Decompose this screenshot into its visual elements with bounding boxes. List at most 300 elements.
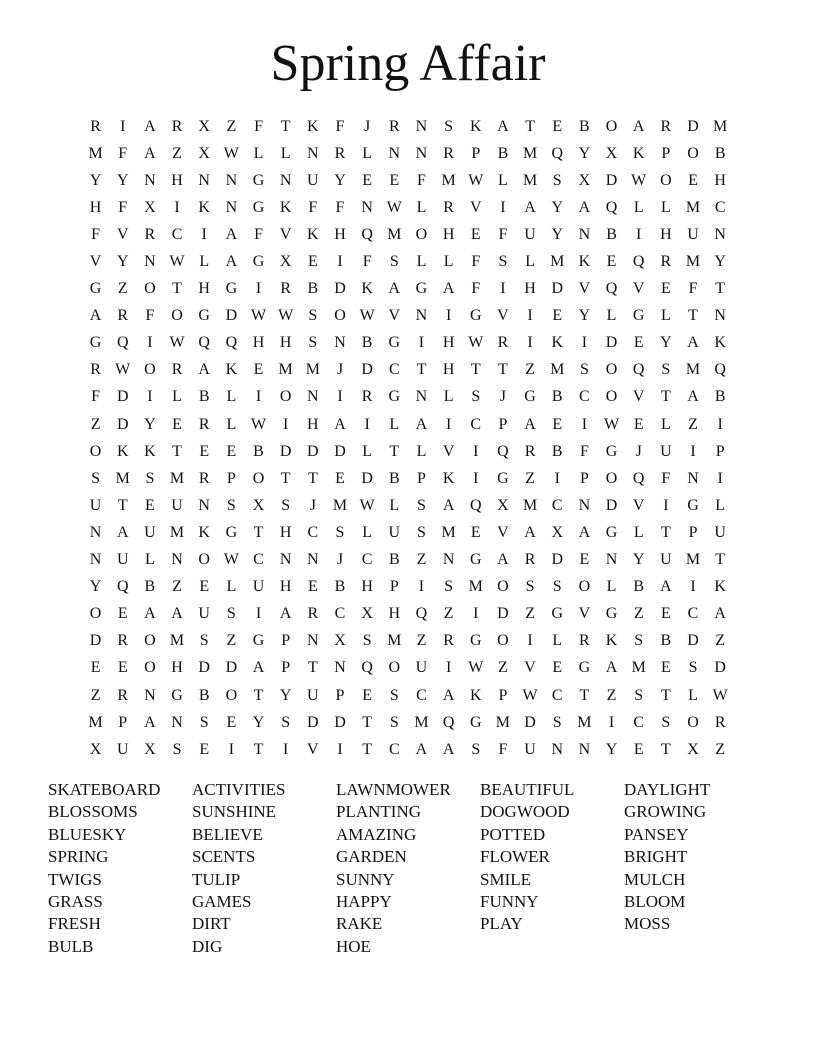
grid-letter: L [226, 415, 237, 433]
grid-letter: K [551, 334, 564, 352]
grid-letter: P [118, 713, 128, 731]
grid-letter: P [579, 469, 589, 487]
grid-letter: G [605, 442, 618, 460]
grid-letter: N [144, 253, 156, 271]
grid-letter: N [171, 551, 183, 569]
grid-letter: R [90, 361, 101, 379]
grid-letter: L [199, 253, 210, 271]
grid-letter: B [253, 442, 264, 460]
grid-letter: D [116, 415, 129, 433]
word-list [48, 779, 768, 958]
grid-letter: H [198, 280, 210, 298]
word-list-item: GROWING [624, 802, 707, 822]
grid-letter: S [226, 605, 236, 623]
grid-letter: P [281, 659, 291, 677]
word-list-item: MULCH [624, 869, 686, 889]
grid-letter: Q [605, 198, 618, 216]
grid-letter: E [660, 280, 671, 298]
grid-letter: Z [90, 686, 101, 704]
grid-letter: L [688, 686, 698, 704]
grid-letter: G [632, 307, 645, 325]
grid-letter: A [524, 415, 536, 433]
grid-letter: E [552, 117, 563, 135]
grid-letter: Q [116, 578, 129, 596]
letter-grid [82, 113, 734, 763]
grid-letter: L [172, 388, 182, 406]
grid-letter: S [389, 686, 399, 704]
grid-letter: F [91, 225, 101, 243]
grid-letter: A [144, 605, 156, 623]
grid-letter: K [714, 334, 726, 352]
grid-letter: Q [225, 334, 238, 352]
word-list-item: LAWNMOWER [336, 780, 451, 799]
grid-letter: H [279, 578, 292, 596]
grid-letter: I [690, 442, 696, 460]
grid-letter: S [226, 496, 236, 514]
grid-letter: Z [633, 605, 644, 623]
grid-letter: N [279, 171, 292, 189]
grid-letter: E [362, 686, 373, 704]
word-list-item: BULB [48, 936, 94, 956]
grid-letter: G [252, 253, 265, 271]
grid-letter: V [632, 496, 645, 514]
grid-letter: D [116, 388, 129, 406]
grid-letter: M [88, 713, 103, 731]
grid-letter: H [442, 361, 455, 379]
grid-letter: M [631, 659, 646, 677]
grid-letter: R [117, 632, 129, 650]
grid-letter: Z [117, 280, 128, 298]
grid-letter: O [578, 578, 591, 596]
grid-letter: N [605, 551, 618, 569]
grid-letter: K [361, 280, 373, 298]
grid-letter: R [361, 388, 373, 406]
grid-letter: H [660, 225, 672, 243]
grid-letter: I [120, 117, 126, 135]
grid-letter: F [688, 280, 698, 298]
grid-letter: S [281, 713, 291, 731]
grid-letter: Q [116, 334, 129, 352]
grid-letter: A [198, 361, 210, 379]
grid-letter: C [334, 605, 346, 623]
grid-letter: F [498, 225, 508, 243]
grid-row [82, 113, 734, 140]
grid-row [82, 547, 734, 574]
grid-letter: Y [144, 415, 156, 433]
grid-letter: A [415, 415, 428, 433]
grid-row [82, 655, 734, 682]
grid-letter: R [579, 632, 590, 650]
grid-letter: G [687, 496, 699, 514]
grid-letter: N [225, 171, 238, 189]
grid-letter: R [90, 117, 101, 135]
grid-letter: F [362, 253, 372, 271]
grid-letter: M [522, 144, 538, 162]
grid-letter: G [469, 551, 482, 569]
grid-letter: L [389, 415, 400, 433]
grid-letter: A [687, 334, 699, 352]
grid-letter: T [389, 442, 400, 460]
grid-letter: Y [252, 713, 265, 731]
grid-letter: D [605, 334, 618, 352]
grid-letter: L [715, 496, 726, 514]
grid-letter: E [579, 551, 590, 569]
grid-letter: S [335, 523, 345, 541]
grid-letter: O [605, 117, 618, 135]
grid-letter: T [362, 740, 373, 758]
grid-letter: T [280, 117, 291, 135]
grid-letter: X [551, 523, 564, 541]
grid-letter: L [633, 523, 644, 541]
word-list-item: AMAZING [336, 824, 417, 844]
grid-letter: T [362, 713, 373, 731]
grid-letter: X [144, 740, 156, 758]
grid-letter: A [632, 117, 645, 135]
grid-letter: G [605, 605, 618, 623]
grid-letter: I [717, 469, 723, 487]
grid-letter: K [469, 117, 482, 135]
grid-letter: O [497, 578, 509, 596]
word-list-item: SUNSHINE [192, 802, 277, 822]
grid-letter: M [169, 469, 185, 487]
grid-letter: A [578, 523, 591, 541]
grid-letter: O [334, 307, 346, 325]
word-list-item: BLOSSOMS [48, 802, 138, 822]
grid-letter: L [280, 144, 291, 162]
grid-letter: T [307, 469, 318, 487]
grid-letter: N [307, 551, 319, 569]
grid-letter: I [147, 388, 153, 406]
grid-letter: E [660, 659, 671, 677]
grid-letter: Y [578, 307, 591, 325]
grid-letter: I [337, 740, 343, 758]
grid-letter: L [253, 144, 264, 162]
grid-letter: I [527, 334, 533, 352]
grid-letter: W [223, 144, 239, 162]
grid-letter: Y [578, 144, 591, 162]
grid-letter: G [415, 280, 428, 298]
grid-letter: B [714, 388, 726, 406]
grid-letter: O [605, 469, 618, 487]
grid-letter: N [442, 551, 455, 569]
grid-letter: S [444, 578, 454, 596]
grid-letter: D [279, 442, 292, 460]
word-list-item: HAPPY [336, 891, 392, 911]
grid-letter: Q [442, 713, 455, 731]
grid-letter: L [226, 578, 237, 596]
grid-letter: F [471, 280, 481, 298]
grid-letter: K [116, 442, 129, 460]
grid-letter: R [198, 415, 210, 433]
grid-letter: Y [632, 551, 645, 569]
grid-letter: E [688, 171, 698, 189]
grid-row [82, 248, 734, 275]
word-list-item: HOE [336, 936, 371, 956]
word-list-item: FUNNY [480, 891, 539, 911]
grid-letter: R [280, 280, 291, 298]
grid-letter: O [687, 713, 699, 731]
grid-letter: R [117, 307, 129, 325]
grid-letter: N [334, 659, 346, 677]
grid-letter: S [552, 713, 562, 731]
grid-letter: L [660, 307, 671, 325]
grid-letter: E [199, 740, 210, 758]
grid-letter: Y [660, 334, 672, 352]
grid-letter: R [171, 361, 183, 379]
grid-letter: X [198, 144, 210, 162]
grid-letter: I [473, 469, 479, 487]
grid-row [82, 574, 734, 601]
grid-letter: O [144, 659, 156, 677]
grid-letter: Q [551, 144, 564, 162]
grid-letter: T [416, 361, 427, 379]
grid-letter: C [253, 551, 264, 569]
word-column [336, 779, 480, 958]
grid-letter: X [252, 496, 265, 514]
grid-letter: U [252, 578, 265, 596]
word-list-item: GAMES [192, 891, 252, 911]
grid-letter: S [634, 686, 644, 704]
grid-letter: S [417, 523, 426, 541]
grid-letter: O [388, 659, 401, 677]
grid-letter: I [418, 578, 425, 596]
grid-letter: H [334, 225, 346, 243]
grid-letter: N [307, 388, 319, 406]
word-list-item: TULIP [192, 869, 241, 889]
grid-row [82, 384, 734, 411]
grid-letter: P [688, 523, 698, 541]
grid-letter: I [283, 415, 289, 433]
grid-row [82, 303, 734, 330]
word-column [192, 779, 336, 958]
grid-row [82, 194, 734, 221]
grid-letter: A [524, 523, 536, 541]
grid-letter: R [307, 605, 319, 623]
grid-letter: Y [334, 171, 346, 189]
grid-letter: H [524, 280, 536, 298]
grid-letter: X [198, 117, 210, 135]
grid-letter: S [661, 713, 671, 731]
grid-letter: W [468, 334, 484, 352]
grid-letter: S [688, 659, 698, 677]
grid-letter: U [307, 171, 319, 189]
grid-letter: T [660, 388, 671, 406]
grid-letter: H [388, 605, 401, 623]
grid-letter: S [471, 388, 481, 406]
grid-letter: V [279, 225, 292, 243]
grid-letter: W [603, 415, 620, 433]
grid-letter: P [417, 469, 426, 487]
grid-letter: O [89, 605, 102, 623]
grid-letter: D [687, 117, 699, 135]
grid-letter: N [415, 307, 428, 325]
word-list-item: FRESH [48, 914, 101, 934]
grid-letter: Y [279, 686, 292, 704]
grid-letter: T [660, 686, 671, 704]
grid-letter: J [309, 496, 316, 514]
grid-letter: S [362, 632, 372, 650]
grid-letter: P [661, 144, 671, 162]
grid-letter: N [225, 198, 238, 216]
grid-letter: M [441, 523, 456, 541]
grid-letter: T [117, 496, 128, 514]
grid-letter: M [522, 496, 538, 514]
grid-letter: A [225, 225, 238, 243]
grid-letter: S [199, 713, 209, 731]
grid-letter: A [442, 496, 455, 514]
grid-letter: A [442, 686, 455, 704]
grid-letter: G [388, 388, 401, 406]
grid-letter: C [470, 415, 482, 433]
grid-letter: S [145, 469, 155, 487]
page-title: Spring Affair [270, 35, 546, 92]
grid-letter: T [253, 740, 264, 758]
grid-letter: R [660, 117, 672, 135]
grid-letter: D [225, 659, 238, 677]
grid-letter: O [198, 551, 210, 569]
grid-letter: R [171, 117, 183, 135]
grid-letter: O [497, 632, 509, 650]
grid-letter: C [307, 523, 319, 541]
grid-letter: Z [226, 117, 237, 135]
grid-letter: N [307, 632, 319, 650]
grid-letter: E [253, 361, 264, 379]
grid-letter: S [552, 578, 562, 596]
grid-letter: N [714, 225, 726, 243]
grid-letter: I [255, 388, 262, 406]
grid-letter: I [527, 632, 533, 650]
word-column [624, 779, 768, 958]
grid-letter: M [713, 117, 728, 135]
grid-letter: Z [498, 659, 508, 677]
grid-letter: K [307, 225, 319, 243]
grid-letter: T [715, 551, 726, 569]
grid-letter: A [605, 659, 618, 677]
grid-letter: Z [172, 578, 182, 596]
grid-letter: L [389, 496, 400, 514]
grid-letter: H [361, 578, 373, 596]
grid-letter: Q [198, 334, 210, 352]
grid-letter: R [198, 469, 210, 487]
grid-letter: S [389, 253, 399, 271]
grid-letter: F [498, 740, 508, 758]
grid-letter: B [388, 551, 400, 569]
grid-letter: A [144, 713, 156, 731]
grid-letter: F [335, 198, 345, 216]
grid-letter: A [578, 198, 591, 216]
grid-letter: K [225, 361, 238, 379]
grid-letter: W [631, 171, 647, 189]
grid-row [82, 628, 734, 655]
grid-letter: C [687, 605, 699, 623]
grid-letter: G [252, 171, 265, 189]
grid-letter: L [606, 578, 617, 596]
word-list-item: BLUESKY [48, 824, 127, 844]
grid-letter: L [525, 253, 535, 271]
grid-letter: O [144, 280, 156, 298]
grid-letter: E [226, 713, 237, 731]
grid-letter: M [550, 361, 565, 379]
grid-letter: W [169, 334, 185, 352]
grid-letter: A [497, 117, 509, 135]
grid-letter: Y [89, 578, 102, 596]
grid-row [82, 140, 734, 167]
grid-letter: T [498, 361, 508, 379]
grid-letter: O [605, 388, 618, 406]
grid-letter: N [687, 469, 699, 487]
grid-letter: Z [416, 551, 427, 569]
grid-letter: E [362, 171, 373, 189]
grid-letter: W [359, 496, 375, 514]
grid-letter: S [172, 740, 182, 758]
grid-letter: K [442, 469, 455, 487]
grid-letter: R [524, 442, 536, 460]
grid-letter: Z [226, 632, 237, 650]
grid-letter: E [226, 442, 237, 460]
word-list-item: DAYLIGHT [624, 780, 711, 799]
grid-row [82, 411, 734, 438]
grid-letter: X [687, 740, 699, 758]
grid-row [82, 492, 734, 519]
grid-letter: E [552, 307, 563, 325]
grid-letter: V [497, 523, 509, 541]
grid-letter: N [578, 496, 591, 514]
word-column [480, 779, 624, 958]
grid-letter: U [116, 740, 129, 758]
grid-letter: M [685, 198, 701, 216]
grid-letter: L [660, 415, 671, 433]
grid-letter: Y [116, 253, 129, 271]
grid-letter: O [660, 171, 672, 189]
grid-letter: J [364, 117, 371, 135]
grid-letter: M [685, 551, 701, 569]
grid-letter: L [362, 442, 373, 460]
grid-letter: F [308, 198, 318, 216]
grid-row [82, 357, 734, 384]
grid-letter: I [527, 307, 533, 325]
grid-letter: E [633, 415, 644, 433]
word-list-item: SKATEBOARD [48, 780, 161, 799]
grid-letter: A [497, 551, 509, 569]
grid-letter: F [661, 469, 671, 487]
grid-letter: V [89, 253, 102, 271]
word-list-item: GRASS [48, 891, 103, 911]
grid-letter: I [500, 198, 506, 216]
grid-letter: R [497, 334, 509, 352]
grid-letter: X [334, 632, 346, 650]
grid-letter: K [632, 144, 645, 162]
grid-letter: V [497, 307, 509, 325]
grid-row [82, 601, 734, 628]
grid-letter: F [471, 253, 481, 271]
grid-row [82, 465, 734, 492]
grid-letter: I [581, 334, 588, 352]
word-list-item: PLANTING [336, 802, 421, 822]
grid-letter: D [551, 280, 564, 298]
word-list-item: BLOOM [624, 891, 686, 911]
grid-letter: Q [605, 280, 618, 298]
grid-letter: S [579, 361, 589, 379]
grid-letter: B [334, 578, 346, 596]
grid-row [82, 276, 734, 303]
grid-letter: Z [90, 415, 101, 433]
grid-letter: B [198, 686, 210, 704]
grid-letter: I [337, 388, 343, 406]
grid-letter: I [445, 415, 452, 433]
grid-letter: G [388, 334, 401, 352]
grid-letter: J [336, 361, 344, 379]
grid-letter: S [308, 307, 318, 325]
